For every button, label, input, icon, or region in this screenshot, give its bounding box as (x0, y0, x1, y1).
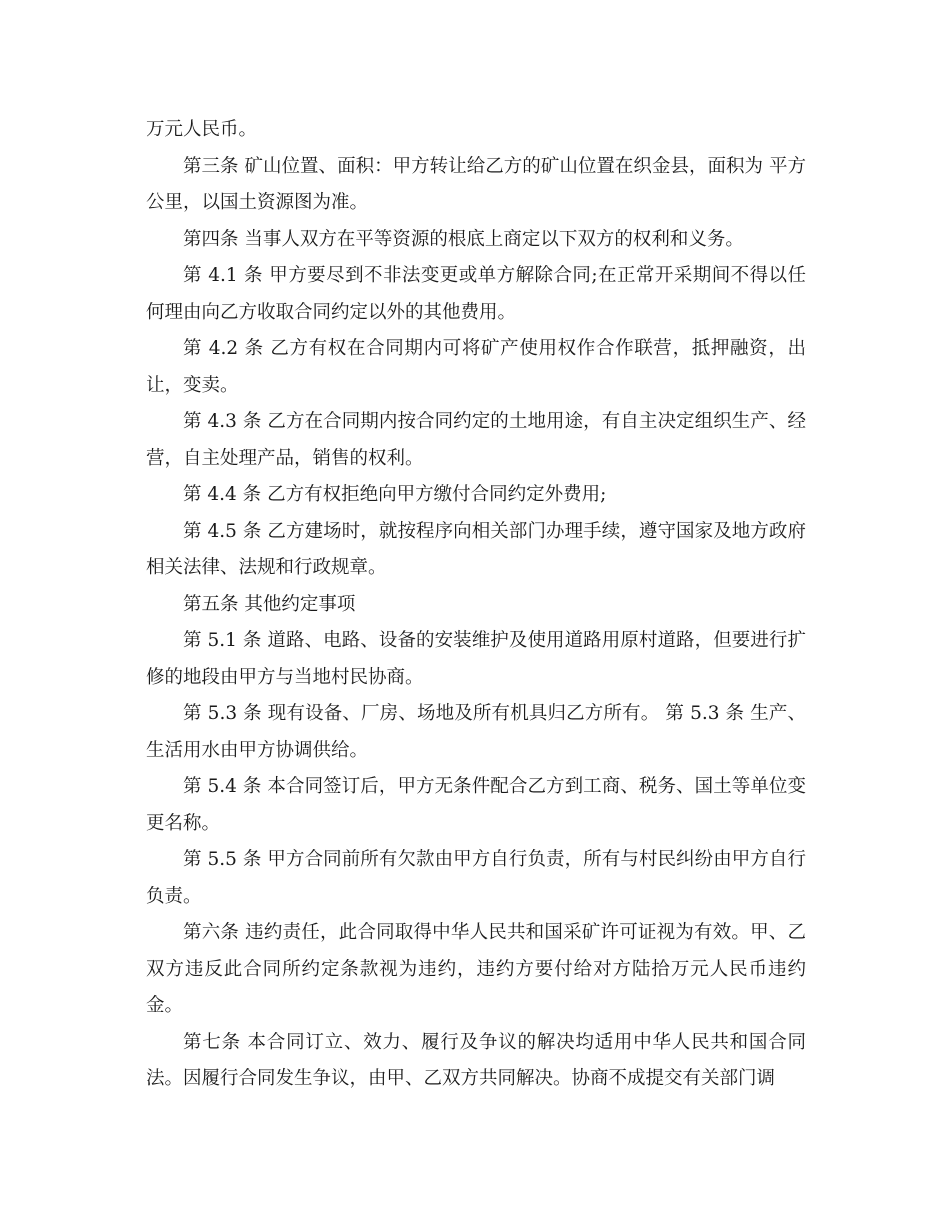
article-7-disputes: 第七条 本合同订立、效力、履行及争议的解决均适用中华人民共和国合同法。因履行合同发生争议，由甲、乙双方共同解决。协商不成提交有关部门调 (146, 1031, 806, 1089)
clause-5-5: 第 5.5 条 甲方合同前所有欠款由甲方自行负责，所有与村民纠纷由甲方自行负责。 (146, 849, 806, 907)
clause-5-4: 第 5.4 条 本合同签订后，甲方无条件配合乙方到工商、税务、国土等单位变更名称。 (146, 776, 806, 834)
clause-4-2: 第 4.2 条 乙方有权在合同期内可将矿产使用权作合作联营，抵押融资，出让，变卖。 (146, 338, 806, 396)
article-5-other-matters: 第五条 其他约定事项 (183, 593, 356, 615)
article-3-location-area: 第三条 矿山位置、面积：甲方转让给乙方的矿山位置在织金县，面积为 平方公里，以国土资源图为准。 (146, 155, 806, 213)
clause-4-4: 第 4.4 条 乙方有权拒绝向甲方缴付合同约定外费用; (183, 484, 607, 505)
clause-5-1: 第 5.1 条 道路、电路、设备的安装维护及使用道路用原村道路，但要进行扩修的地段由甲方与当地村民协商。 (146, 630, 806, 688)
clause-4-5: 第 4.5 条 乙方建场时，就按程序向相关部门办理手续，遵守国家及地方政府相关法律、法规和行政规章。 (146, 520, 806, 578)
clause-4-3: 第 4.3 条 乙方在合同期内按合同约定的土地用途，有自主决定组织生产、经营，自主处理产品，销售的权利。 (146, 411, 806, 469)
contract-body (146, 112, 806, 1098)
paragraph-continuation: 万元人民币。 (146, 119, 258, 140)
clause-4-1: 第 4.1 条 甲方要尽到不非法变更或单方解除合同;在正常开采期间不得以任何理由向乙方收取合同约定以外的其他费用。 (146, 265, 806, 323)
article-6-liability: 第六条 违约责任，此合同取得中华人民共和国采矿许可证视为有效。甲、乙双方违反此合同所约定条款视为违约，违约方要付给对方陆拾万元人民币违约金。 (146, 922, 806, 1016)
clause-5-3: 第 5.3 条 现有设备、厂房、场地及所有机具归乙方所有。 第 5.3 条 生产、生活用水由甲方协调供给。 (146, 703, 806, 761)
article-4-rights-duties: 第四条 当事人双方在平等资源的根底上商定以下双方的权利和义务。 (183, 228, 744, 250)
